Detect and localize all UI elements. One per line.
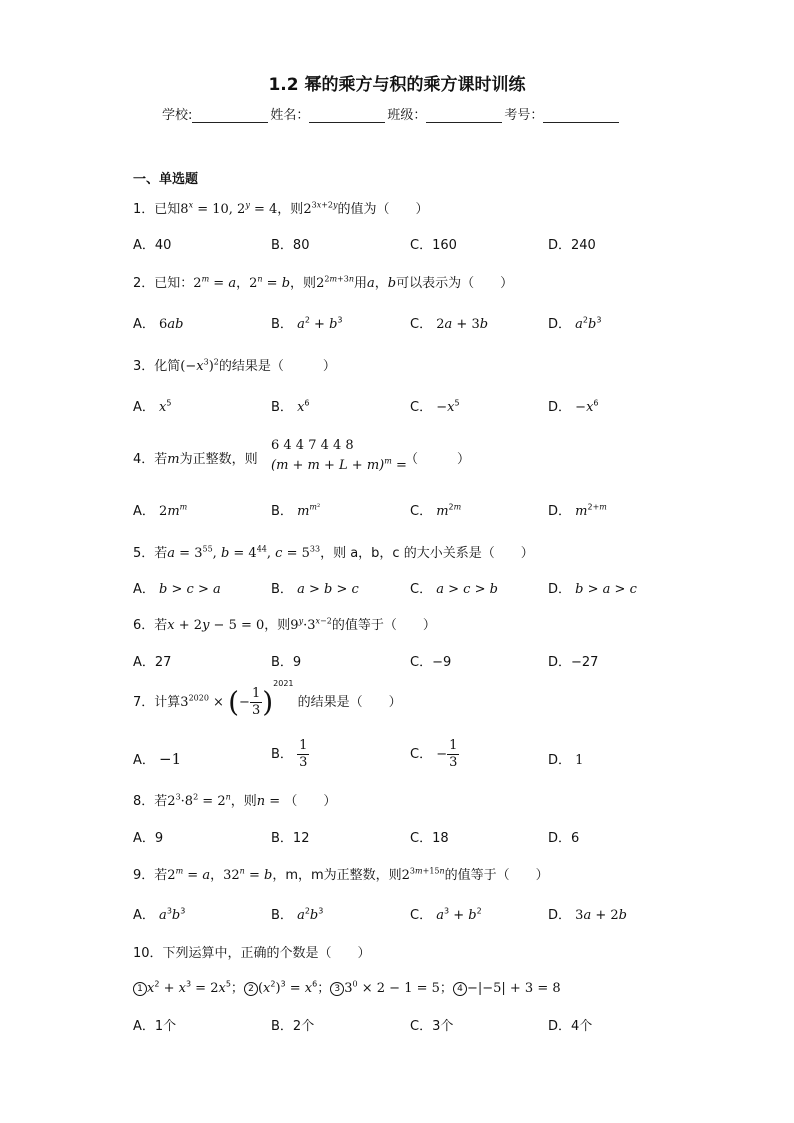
question-8: 8．若$2^3\cdot 8^2 = 2^n$，则n = （ ） [133, 792, 337, 809]
q3-option-c[interactable]: C． $-x^5$ [410, 398, 460, 415]
q9-option-a[interactable]: A． $a^3b^3$ [133, 906, 186, 923]
q1-option-c[interactable]: C．160 [410, 238, 457, 253]
q6-option-d[interactable]: D．−27 [548, 655, 599, 670]
q4-sum-expression: $(m + m + L + m)^m$ = [271, 456, 407, 473]
q8-option-b[interactable]: B．12 [271, 831, 310, 846]
question-1: 1．已知$8^x = 10$, $2^y = 4$，则$2^{3x+2y}$的值为（ ） [133, 200, 429, 217]
q2-option-c[interactable]: C． 2a + 3b [410, 317, 489, 332]
name-label: 姓名： [270, 108, 310, 123]
class-blank[interactable] [426, 110, 502, 123]
q7-option-a[interactable]: A． −1 [133, 750, 182, 768]
school-label: 学校: [162, 108, 193, 123]
question-7: 7．计算$3^{2020}$ × (− $\frac{1}{3}$ )$^{2021}$ 的结果是（ ） [133, 679, 402, 719]
q6-option-b[interactable]: B．9 [271, 655, 302, 670]
school-blank[interactable] [192, 110, 268, 123]
q7-text: 7．计算 [133, 695, 181, 710]
number-label: 考号： [504, 108, 544, 123]
q9-option-d[interactable]: D． 3a + 2b [548, 908, 627, 923]
q2-text: ， [236, 276, 250, 291]
q3-option-a[interactable]: A． $x^5$ [133, 398, 172, 415]
q2-text: 可以表示为（ ） [396, 276, 514, 291]
name-blank[interactable] [309, 110, 385, 123]
q6-text: 6．若 [133, 618, 168, 633]
q9-option-c[interactable]: C． $a^3 + b^2$ [410, 906, 482, 923]
q10-option-a[interactable]: A．1个 [133, 1019, 177, 1034]
q5-option-a[interactable]: A． b > c > a [133, 582, 221, 597]
q9-text: 的值等于（ ） [444, 868, 549, 883]
q2-option-d[interactable]: D． $a^2b^3$ [548, 315, 602, 332]
q6-option-a[interactable]: A．27 [133, 655, 172, 670]
q4-option-b[interactable]: B． $m^{m^2}$ [271, 502, 321, 519]
q4-text: 为正整数，则 [179, 452, 258, 467]
q7-option-b[interactable]: B． $\frac{1}{3}$ [271, 738, 308, 770]
question-5: 5．若$a = 3^{55}$, $b = 4^{44}$, $c = 5^{33}$，则 a，b，c 的大小关系是（ ） [133, 544, 534, 561]
question-6: 6．若x + 2y − 5 = 0，则$9^y\cdot 3^{x-2}$的值等于（ ） [133, 616, 436, 633]
question-2: 2．已知：$2^m = a$，$2^n = b$，则$2^{2m+3n}$用a，b可以表示为（ ） [133, 274, 514, 291]
q2-option-a[interactable]: A． 6ab [133, 317, 184, 332]
q9-text: ，m，m为正整数，则 [272, 868, 402, 883]
q6-text: ，则 [264, 618, 291, 633]
page-title: 1.2 幂的乘方与积的乘方课时训练 [268, 75, 526, 95]
q4-text: 4．若 [133, 452, 168, 467]
section-heading: 一、单选题 [133, 172, 199, 187]
q4-option-d[interactable]: D． $m^{2+m}$ [548, 502, 607, 519]
number-blank[interactable] [543, 110, 619, 123]
q8-option-d[interactable]: D．6 [548, 831, 580, 846]
q3-option-d[interactable]: D． $-x^6$ [548, 398, 599, 415]
fraction-one-third: $\frac{1}{3}$ [251, 686, 261, 718]
q5-option-c[interactable]: C． a > c > b [410, 582, 498, 597]
q5-text: ，则 a，b，c 的大小关系是（ ） [320, 546, 534, 561]
q8-option-c[interactable]: C．18 [410, 831, 449, 846]
q7-option-c[interactable]: C． − $\frac{1}{3}$ [410, 738, 458, 770]
question-4: 4．若m为正整数，则 [133, 452, 258, 467]
student-info-line [162, 104, 621, 123]
q3-text: 的结果是（ ） [218, 359, 336, 374]
q8-option-a[interactable]: A．9 [133, 831, 164, 846]
q2-text: 用 [353, 276, 367, 291]
q5-option-d[interactable]: D． b > a > c [548, 582, 637, 597]
q3-option-b[interactable]: B． $x^6$ [271, 398, 310, 415]
q7-text: 的结果是（ ） [297, 695, 402, 710]
q9-text: 9．若 [133, 868, 168, 883]
q1-text: ，则 [277, 202, 304, 217]
q2-text: ，则 [290, 276, 317, 291]
question-3: 3．化简$(-x^3)^2$的结果是（ ） [133, 357, 336, 374]
q1-text: 1．已知 [133, 202, 181, 217]
q4-paren: （ ） [405, 452, 471, 467]
q1-option-a[interactable]: A．40 [133, 238, 172, 253]
q10-option-b[interactable]: B．2个 [271, 1019, 315, 1034]
q4-option-a[interactable]: A． $2m^m$ [133, 502, 188, 519]
q2-text: 2．已知： [133, 276, 194, 291]
q9-option-b[interactable]: B． $a^2b^3$ [271, 906, 324, 923]
question-9: 9．若$2^m = a$，$32^n = b$，m，m为正整数，则$2^{3m+15n}$的值等于（ ） [133, 866, 549, 883]
question-10: 10．下列运算中，正确的个数是（ ） [133, 946, 371, 961]
q8-text: ，则 [230, 794, 257, 809]
q10-statements: 1 $x^2 + x^3 = 2x^5$； 2 $(x^2)^3 = x^6$； 3 $3^0 \times 2 - 1 = 5$； 4 −|−5| + 3 = 8 [133, 977, 561, 996]
q10-option-d[interactable]: D．4个 [548, 1019, 593, 1034]
q8-text: 8．若 [133, 794, 168, 809]
q2-option-b[interactable]: B． $a^2 + b^3$ [271, 315, 343, 332]
q5-text: 5．若 [133, 546, 168, 561]
class-label: 班级： [387, 108, 427, 123]
q8-text: （ ） [284, 794, 337, 809]
q10-option-c[interactable]: C．3个 [410, 1019, 454, 1034]
q7-option-d[interactable]: D． 1 [548, 753, 584, 768]
q1-option-d[interactable]: D．240 [548, 238, 596, 253]
q6-text: 的值等于（ ） [331, 618, 436, 633]
q4-option-c[interactable]: C． $m^{2m}$ [410, 502, 462, 519]
q4-brace-expression: 6 4 4 7 4 4 8 [271, 438, 354, 453]
q9-text: ， [210, 868, 224, 883]
q6-option-c[interactable]: C．−9 [410, 655, 452, 670]
q1-option-b[interactable]: B．80 [271, 238, 310, 253]
q1-text: 的值为（ ） [337, 202, 429, 217]
q5-option-b[interactable]: B． a > b > c [271, 582, 359, 597]
q3-text: 3．化简 [133, 359, 181, 374]
q2-text: ， [374, 276, 388, 291]
